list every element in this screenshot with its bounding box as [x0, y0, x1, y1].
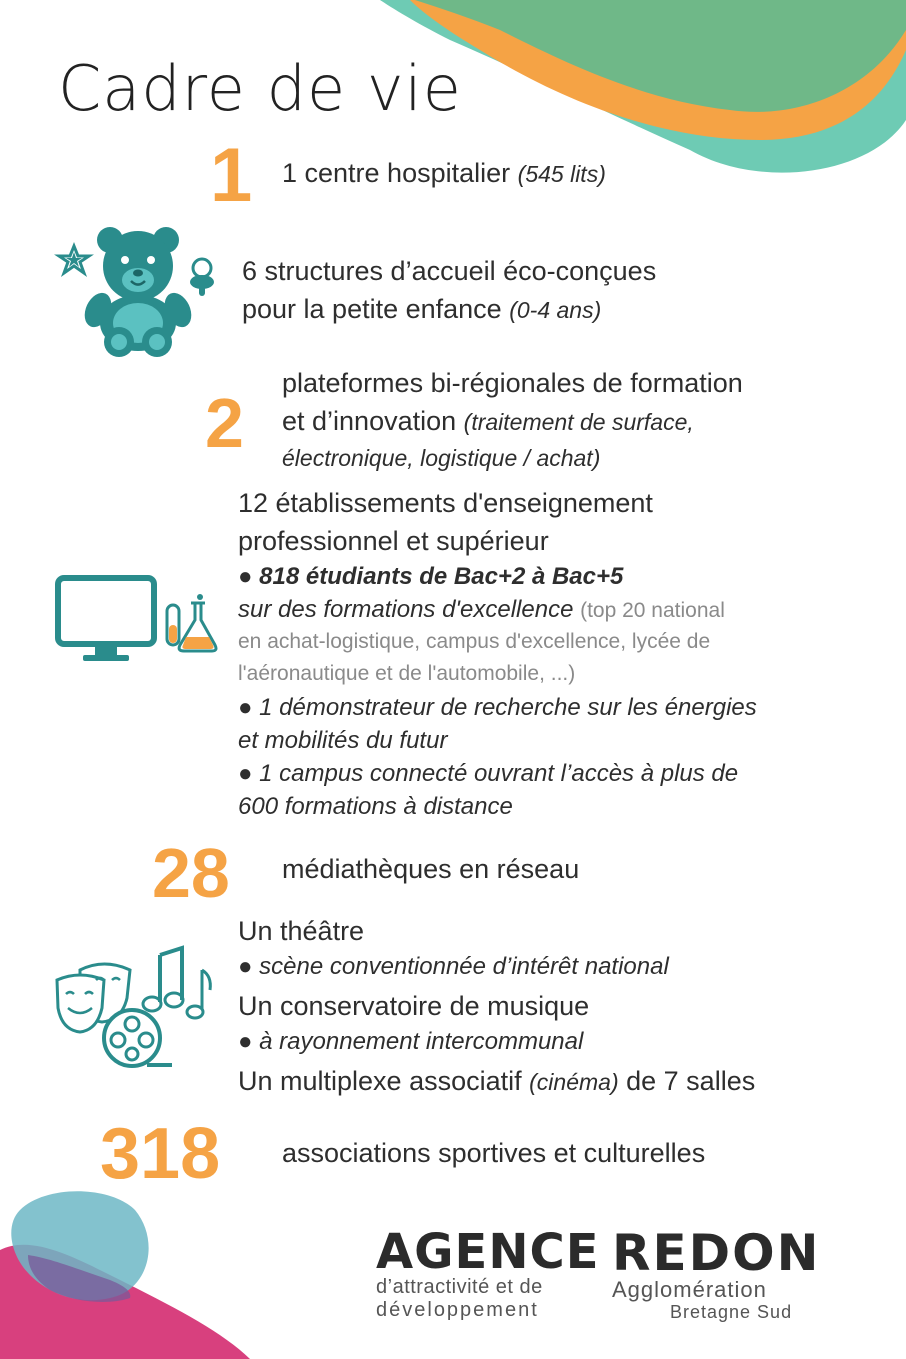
platforms-line1: plateformes bi-régionales de formation [282, 368, 743, 398]
redon-logo-main: REDON [612, 1224, 821, 1282]
education-bullet2-l1: ● 1 démonstrateur de recherche sur les énergies [238, 694, 757, 721]
education-bullet2-l2: et mobilités du futur [238, 727, 448, 754]
platforms-detail1: (traitement de surface, [463, 409, 694, 435]
culture-multiplex [238, 1062, 878, 1101]
education-block [238, 484, 878, 823]
libraries-text: médiathèques en réseau [282, 854, 580, 884]
page-title: Cadre de vie [58, 52, 462, 125]
agence-logo-sub2: développement [376, 1299, 539, 1321]
childcare-line1: 6 structures d’accueil éco-conçues [242, 256, 657, 286]
education-bullet1-gray2: en achat-logistique, campus d'excellence, lycée de [238, 630, 711, 653]
childcare-text [242, 252, 656, 329]
childcare-line2: pour la petite enfance [242, 294, 502, 324]
platforms-line2-wrap [282, 402, 743, 441]
culture-multiplex-a: Un multiplexe associatif [238, 1066, 522, 1096]
childcare-line2-wrap [242, 290, 656, 329]
education-bullet1-gray1: (top 20 national [580, 599, 725, 622]
platforms-detail2: électronique, logistique / achat) [282, 445, 601, 471]
culture-block [238, 912, 878, 1101]
hospital-detail: (545 lits) [517, 161, 606, 187]
culture-theatre-detail: ● scène conventionnée d’intérêt national [238, 953, 669, 980]
associations-number: 318 [100, 1114, 221, 1194]
teddy-bear-icon [52, 218, 220, 358]
redon-logo-sub2: Bretagne Sud [670, 1302, 793, 1322]
redon-logo [612, 1224, 837, 1322]
theatre-music-icon [52, 940, 222, 1075]
hospital-number: 1 [210, 133, 253, 218]
agence-logo-main: AGENCE [376, 1224, 600, 1280]
platforms-text [282, 364, 743, 475]
culture-conservatory-detail: ● à rayonnement intercommunal [238, 1028, 584, 1055]
redon-logo-sub1: Agglomération [612, 1277, 767, 1302]
education-bullet1-gray3: l'aéronautique et de l'automobile, ...) [238, 662, 576, 685]
education-bullet3-l2: 600 formations à distance [238, 793, 513, 820]
culture-multiplex-it: (cinéma) [529, 1069, 619, 1095]
education-bullet1-cont-wrap [238, 593, 878, 627]
childcare-detail: (0-4 ans) [509, 297, 602, 323]
education-bullet3-l1: ● 1 campus connecté ouvrant l’accès à plus de [238, 760, 739, 787]
bottom-left-blobs [0, 1180, 260, 1359]
education-bullet1-cont: sur des formations d'excellence [238, 596, 574, 623]
hospital-label: 1 centre hospitalier [282, 158, 511, 188]
hospital-text [282, 154, 606, 193]
education-line2: professionnel et supérieur [238, 526, 549, 556]
culture-theatre: Un théâtre [238, 916, 365, 946]
culture-multiplex-b: de 7 salles [626, 1066, 756, 1096]
education-bullet1: ● 818 étudiants de Bac+2 à Bac+5 [238, 563, 624, 590]
libraries-number: 28 [152, 834, 230, 912]
culture-conservatory: Un conservatoire de musique [238, 991, 590, 1021]
agence-logo [376, 1224, 600, 1322]
education-line1: 12 établissements d'enseignement [238, 488, 653, 518]
computer-lab-icon [55, 575, 220, 665]
platforms-number: 2 [205, 384, 244, 462]
associations-text: associations sportives et culturelles [282, 1138, 706, 1168]
platforms-line2: et d’innovation [282, 406, 457, 436]
agence-logo-sub1: d’attractivité et de [376, 1276, 543, 1298]
